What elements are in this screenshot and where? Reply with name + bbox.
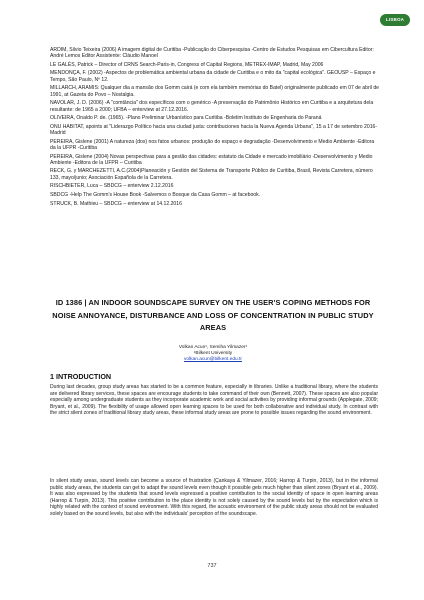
reference-item: MILLARCH, ARAMIS: Qualquer dia a mansão dos Gomm cairá (e com ela também memórias do Batel) originalmente publicado em 07 de abril de 1991, at Gazeta do Povo – Nostalgia. <box>50 85 379 98</box>
page-number: 737 <box>207 563 217 569</box>
body-paragraph: During last decades, group study areas has started to be a common feature, especially in libraries. Unlike a traditional library, where the students are delivered library services, these spaces are encourage students to take command of their own (Bennett, 2007). These spaces are also popular especially among undergraduate students as they incorporate academic work and social activities by providing informal grounds (Applegate, 2009; Bryant, et al., 2009). The flexibility of usage allowed open learning spaces to be used for both collaborative and individual study. In contrast with the strict silent zones of traditional library study areas, these informal study areas are prone to possible issues regarding the sound environment. <box>50 384 378 417</box>
reference-item: PEREIRA, Gislene (2001) A natureza (dos) nos fatos urbanos: produção do espaço e degradação -Desenvolvimento e Medio Ambiente -Editora da la UFPR -Curitiba <box>50 138 375 151</box>
conference-logo: LISBOA <box>380 14 410 26</box>
reference-item: NAVOLAR, J. D. (2006) -A "comtância" dos específicos com o genérico -A preservação do Patrimônio Histórico em Curitiba e a arquitetura dela resultante: de 1965 a 2000; UFBA – enterview at 27.12.2016. <box>50 100 374 113</box>
body-paragraph: In silent study areas, sound levels can become a source of frustration (Çankaya & Yilmazer, 2016; Harrop & Turpin, 2013), but in the informal public study areas, the students can get to adapt the sound levels even though it possible gets much higher than silent zones (Bryant et al., 2009). It was also expressed by the students that sound levels expressed a positive contribution to the social identity of space in open learning areas (Harrop & Turpin, 2013). This positive contribution to the place identity is not solely caused by the sound levels but by the expectation which is highly related with the context of sound environment. With this regard, the acoustic environment of the public study areas should not be evaluated solely based on the sound levels, but also with the individuals' perception of the soundscape. <box>50 478 378 517</box>
reference-item: LE GALÈS, Patrick – Director of CRNS Search-Paris-in, Congress of Capital Regions, METREX-IMAP, Madrid, May 2006 <box>50 61 324 68</box>
reference-item: RISCHBIETER, Luca – SBDCG – enterview 2.12.2016 <box>50 183 174 190</box>
author-affiliation: ¹Bilkent University <box>193 351 233 356</box>
reference-item: RECK, G. y MARCHEZETTI, A.C.(2004)Planeación y Gestión del Sistema de Transporte Público de Curitiba, Brasil, Revista Carretera, número 133, mayo/junio; Asociación Española de la Carretera. <box>50 168 373 181</box>
reference-list <box>50 47 380 209</box>
author-email-link[interactable]: volkan.acun@bilkent.edu.tr <box>184 357 242 362</box>
reference-item: ONU HABITAT, apoints at "Liderazgo Político hacia una ciudad justa: contribuciones hacia la Nueva Agenda Urbana", 15 a 17 de setembro 2016-Madrid <box>50 123 378 137</box>
reference-item: PEREIRA, Gislene (2004) Novas perspectivas para a gestão das cidades: estatuto da Cidade e mercado imobiliário -Desenvolvimento y Medio Ambiente -Editora de la UFPR – Curitiba <box>50 153 373 166</box>
reference-item: OLIVEIRA, Onaldo P. de. (1965). -Plano Preliminar Urbanístico para Curitiba -Boletim Instituto de Engenharia do Paraná <box>50 115 322 122</box>
author-block <box>52 345 374 363</box>
author-names: Volkan Acun¹, Semiha Yilmazer¹ <box>178 345 248 350</box>
paper-title: ID 1386 | AN INDOOR SOUNDSCAPE SURVEY ON THE USER'S COPING METHODS FOR NOISE ANNOYANCE, DISTURBANCE AND LOSS OF CONCENTRATION IN PUBLIC STUDY AREAS <box>52 298 374 333</box>
reference-item: ARDIM, Silvio Teixeira (2006) A imagem digital de Curitiba -Publicação do Ciberpesquisa -Centro de Estudos Pesquisas em Cibercultura Editor: André Lemos Editor Assistente: Cláudio Manoel <box>50 47 374 60</box>
reference-item: SBDCG -Help The Gomm's House Book -Salvemos o Bosque da Casa Gomm – at facebook. <box>50 191 261 198</box>
reference-item: STRUCK, B. Mathieu – SBDCG – enterview at 14.12.2016 <box>50 200 182 207</box>
reference-item: MENDONÇA, F. (2002) -Aspectos de problemática ambiental urbana da cidade de Curitiba e o mito da "capital ecológica". GEOUSP – Espaço e Tempo, São Paulo, Nº 12. <box>50 70 376 83</box>
section-heading: 1 INTRODUCTION <box>50 372 112 381</box>
